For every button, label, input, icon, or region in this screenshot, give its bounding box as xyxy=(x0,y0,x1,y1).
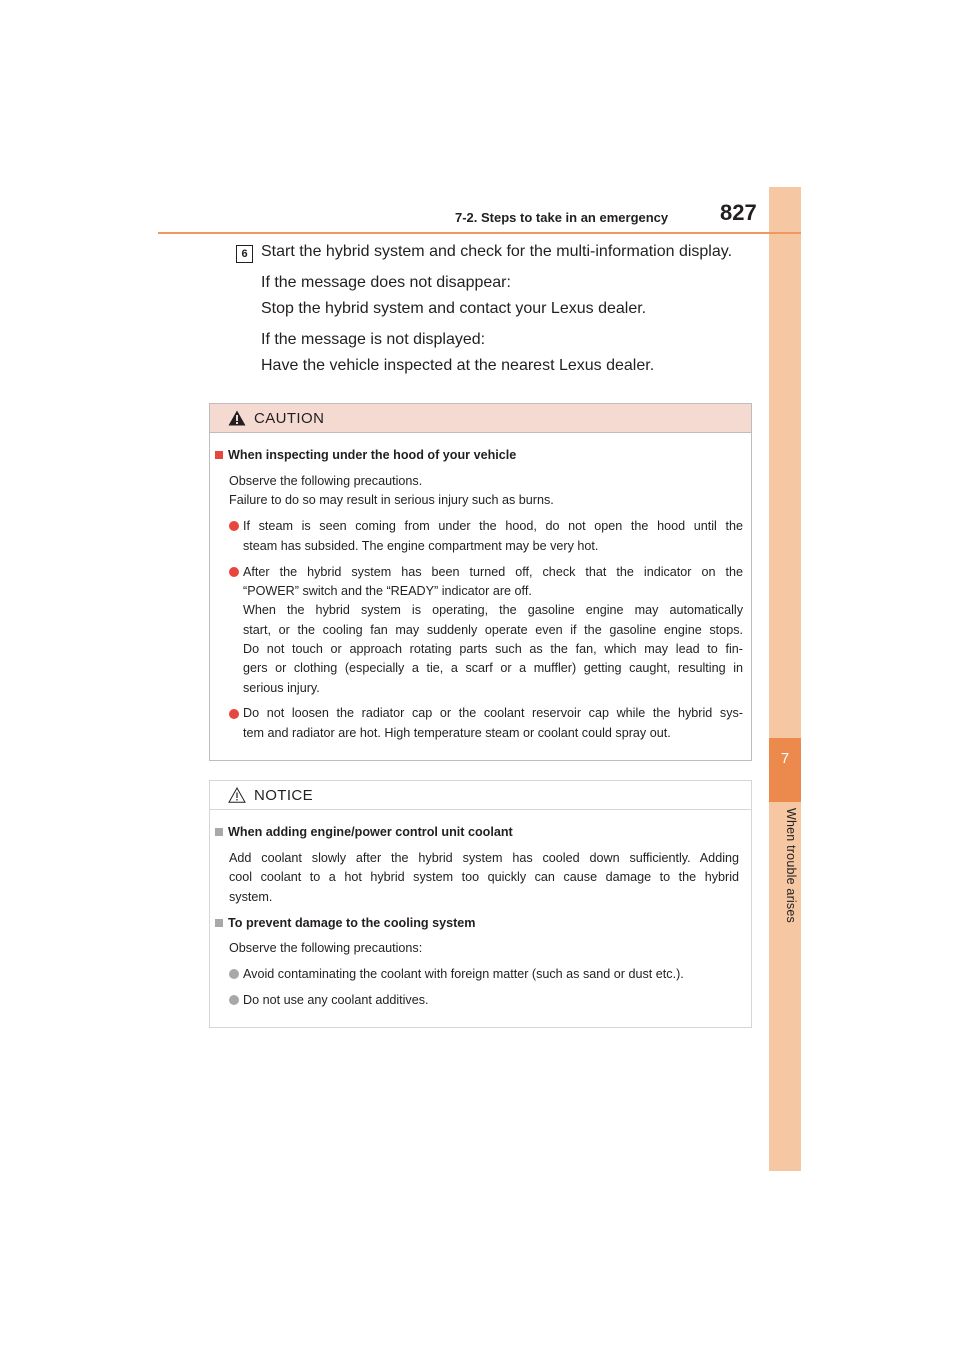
section-title: 7-2. Steps to take in an emergency xyxy=(455,210,669,225)
bullet-icon xyxy=(229,521,239,531)
step-condition: If the message is not displayed: xyxy=(261,331,486,348)
notice-bullet-text: Do not use any coolant additives. xyxy=(243,993,429,1007)
page-number: 827 xyxy=(720,200,757,225)
notice-title: NOTICE xyxy=(254,787,314,804)
caution-bullet-text: start, or the cooling fan may suddenly operate even if the gasoline engine stops. xyxy=(243,623,743,637)
caution-bullet-text: When the hybrid system is operating, the gasoline engine may automatically xyxy=(243,603,743,617)
bullet-icon xyxy=(229,969,239,979)
step-action: Have the vehicle inspected at the nearest Lexus dealer. xyxy=(261,357,655,374)
square-bullet-icon xyxy=(215,828,223,836)
square-bullet-icon xyxy=(215,451,223,459)
caution-header xyxy=(210,404,751,433)
notice-text: cool coolant to a hot hybrid system too quickly can cause damage to the hybrid xyxy=(229,870,739,884)
notice-heading: When adding engine/power control unit coolant xyxy=(215,825,513,839)
caution-bullet-text: If steam is seen coming from under the hood, do not open the hood until the xyxy=(243,519,743,533)
caution-intro: Failure to do so may result in serious injury such as burns. xyxy=(229,493,554,507)
chapter-label: When trouble arises xyxy=(784,808,798,923)
caution-bullet-text: tem and radiator are hot. High temperature steam or coolant could spray out. xyxy=(243,726,671,740)
notice-header xyxy=(210,781,751,810)
side-tab xyxy=(769,187,801,1171)
notice-warning-icon xyxy=(228,787,246,803)
notice-text: Observe the following precautions: xyxy=(229,941,423,955)
bullet-icon xyxy=(229,567,239,577)
caution-bullet-text: Do not loosen the radiator cap or the coolant reservoir cap while the hybrid sys- xyxy=(243,706,743,720)
chapter-number: 7 xyxy=(780,750,790,767)
step-condition: If the message does not disappear: xyxy=(261,274,511,291)
warning-icon xyxy=(228,410,246,426)
bullet-icon xyxy=(229,995,239,1005)
notice-text: system. xyxy=(229,890,273,904)
chapter-marker xyxy=(769,738,801,802)
step-instruction: Start the hybrid system and check for the multi-information display. xyxy=(261,243,733,260)
caution-bullet-text: steam has subsided. The engine compartment may be very hot. xyxy=(243,539,599,553)
header-rule xyxy=(158,232,801,234)
notice-text: Add coolant slowly after the hybrid system has cooled down sufficiently. Adding xyxy=(229,851,739,865)
step-action: Stop the hybrid system and contact your Lexus dealer. xyxy=(261,300,647,317)
caution-bullet-text: gers or clothing (especially a tie, a scarf or a muffler) getting caught, resulting in xyxy=(243,661,743,675)
bullet-icon xyxy=(229,709,239,719)
caution-bullet-text: “POWER” switch and the “READY” indicator are off. xyxy=(243,584,532,598)
step-number-badge: 6 xyxy=(236,245,253,263)
caution-intro: Observe the following precautions. xyxy=(229,474,423,488)
notice-heading: To prevent damage to the cooling system xyxy=(215,916,476,930)
caution-bullet-text: After the hybrid system has been turned off, check that the indicator on the xyxy=(243,565,743,579)
notice-bullet-text: Avoid contaminating the coolant with foreign matter (such as sand or dust etc.). xyxy=(243,967,684,981)
caution-title: CAUTION xyxy=(254,410,325,427)
caution-heading: When inspecting under the hood of your vehicle xyxy=(215,448,516,462)
caution-bullet-text: Do not touch or approach rotating parts such as the fan, which may lead to fin- xyxy=(243,642,743,656)
caution-bullet-text: serious injury. xyxy=(243,681,320,695)
square-bullet-icon xyxy=(215,919,223,927)
